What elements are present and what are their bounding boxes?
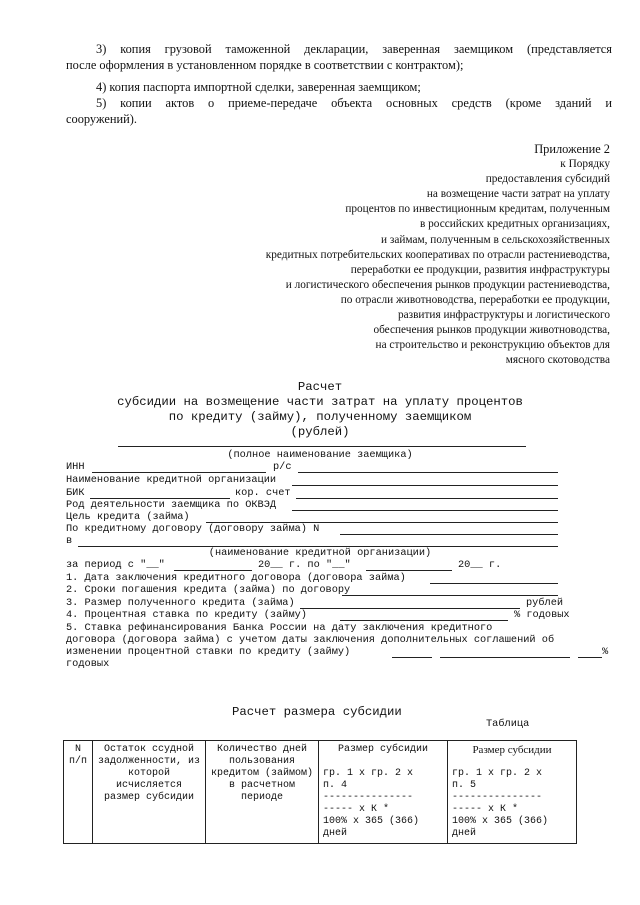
item5-line-1: 5. Ставка рефинансирования Банка России на дату заключения кредитного <box>66 622 493 634</box>
contract-label: По кредитному договору (договору займа) N <box>66 523 320 535</box>
appendix-line: к Порядку <box>560 158 610 171</box>
intro-item-5-line-2: сооружений). <box>66 112 137 126</box>
appendix-line: развития инфраструктуры и логистического <box>397 309 610 322</box>
appendix-line: на строительство и реконструкцию объектов для <box>375 339 610 352</box>
table-cell-subsidy-p4: Размер субсидии гр. 1 x гр. 2 x п. 4 --------------- ----- x К * 100% x 365 (366) дней <box>319 741 448 844</box>
appendix-line: Приложение 2 <box>534 142 610 156</box>
title-line-1: Расчет <box>297 380 343 394</box>
appendix-line: переработки ее продукции, развития инфраструктуры <box>350 263 610 276</box>
okved-field[interactable] <box>292 510 558 511</box>
calc-title: Расчет размера субсидии <box>232 705 402 719</box>
appendix-line: по отрасли животноводства, переработки ее продукции, <box>340 293 610 306</box>
borrower-name-line[interactable] <box>118 446 526 447</box>
table-cell-subsidy-p5: Размер субсидии гр. 1 x гр. 2 x п. 5 --------------- ----- x К * 100% x 365 (366) дней <box>448 741 577 844</box>
table-cell-days: Количество дней пользования кредитом (займом) в расчетном периоде <box>206 741 319 844</box>
borrower-caption: (полное наименование заемщика) <box>227 449 413 461</box>
item4-unit: % годовых <box>514 609 570 621</box>
period-from-field[interactable] <box>174 570 252 571</box>
inn-label: ИНН <box>66 461 85 473</box>
account-label: р/с <box>273 461 292 473</box>
intro-item-5-line-1: 5) копии актов о приеме-передаче объекта основных средств (кроме зданий и <box>96 96 612 110</box>
item5-field-a[interactable] <box>392 657 432 658</box>
appendix-line: в российских кредитных организациях, <box>420 218 610 231</box>
intro-item-3-line-2: после оформления в установленном порядке в соответствии с контрактом); <box>66 58 464 72</box>
bik-label: БИК <box>66 487 85 499</box>
intro-item-4: 4) копия паспорта импортной сделки, заверенная заемщиком; <box>96 80 421 94</box>
item3-label: 3. Размер полученного кредита (займа) <box>66 597 295 609</box>
appendix-line: мясного скотоводства <box>505 354 610 367</box>
table-cell-number: N п/п <box>64 741 93 844</box>
appendix-line: и логистического обеспечения рынков продукции растениеводства, <box>285 278 610 291</box>
period-from-label: за период с "__" <box>66 559 165 571</box>
appendix-line: обеспечения рынков продукции животноводства, <box>373 324 610 337</box>
appendix-line: и займам, полученным в сельскохозяйственных <box>381 233 610 246</box>
table-header-row <box>64 741 577 844</box>
bank-name-field[interactable] <box>292 485 558 486</box>
title-line-2: субсидии на возмещение части затрат на уплату процентов <box>117 395 523 409</box>
appendix-line: процентов по инвестиционным кредитам, полученным <box>345 203 610 216</box>
corr-account-field[interactable] <box>296 498 558 499</box>
item2-field[interactable] <box>342 595 558 596</box>
period-year-2: 20__ г. <box>458 559 502 571</box>
item5-field-c[interactable] <box>578 657 602 658</box>
item2-label: 2. Сроки погашения кредита (займа) по договору <box>66 584 351 596</box>
item1-label: 1. Дата заключения кредитного договора (договора займа) <box>66 572 406 584</box>
appendix-line: кредитных потребительских кооперативах по отрасли растениеводства, <box>265 248 610 261</box>
appendix-line: предоставления субсидий <box>485 173 610 186</box>
corr-account-label: кор. счет <box>235 487 291 499</box>
subsidy-table <box>63 740 577 844</box>
period-to-field[interactable] <box>366 570 452 571</box>
item5-field-b[interactable] <box>440 657 570 658</box>
table-label: Таблица <box>486 718 530 730</box>
okved-label: Род деятельности заемщика по ОКВЭД <box>66 499 277 511</box>
item1-field[interactable] <box>430 583 558 584</box>
inn-field[interactable] <box>92 472 266 473</box>
item5-line-4: годовых <box>66 658 110 670</box>
item5-line-3: изменении процентной ставки по кредиту (займу) <box>66 646 351 658</box>
account-field[interactable] <box>298 472 558 473</box>
in-label: в <box>66 535 73 547</box>
item5-line-2: договора (договора займа) с учетом даты заключения дополнительных соглашений об <box>66 634 555 646</box>
org-caption: (наименование кредитной организации) <box>208 547 432 559</box>
intro-item-5 <box>66 96 612 111</box>
intro-item-3-line-1: 3) копия грузовой таможенной декларации, заверенная заемщиком (представляется <box>96 42 612 56</box>
item4-label: 4. Процентная ставка по кредиту (займу) <box>66 609 307 621</box>
bank-name-label: Наименование кредитной организации <box>66 474 277 486</box>
item4-field[interactable] <box>340 620 508 621</box>
item3-field[interactable] <box>300 608 520 609</box>
intro-item-3 <box>66 42 612 57</box>
period-year-1: 20__ г. по "__" <box>258 559 351 571</box>
table-cell-balance: Остаток ссудной задолженности, из которой исчисляется размер субсидии <box>93 741 206 844</box>
title-line-4: (рублей) <box>290 425 350 439</box>
purpose-label: Цель кредита (займа) <box>66 511 190 523</box>
item5-unit: % <box>602 646 609 658</box>
appendix-line: на возмещение части затрат на уплату <box>426 188 610 201</box>
appendix-block <box>266 142 610 368</box>
title-line-3: по кредиту (займу), полученному заемщиком <box>168 410 472 424</box>
item3-unit: рублей <box>526 597 564 609</box>
contract-field[interactable] <box>340 534 558 535</box>
